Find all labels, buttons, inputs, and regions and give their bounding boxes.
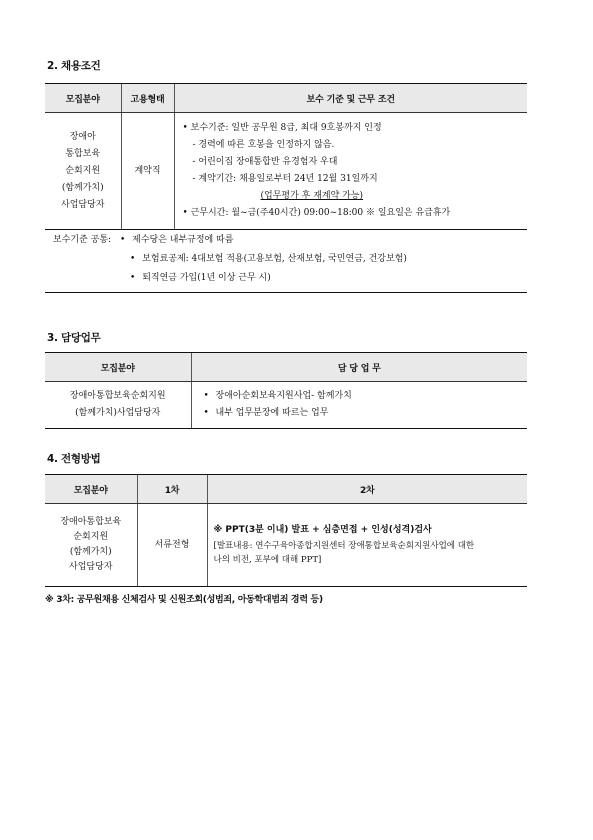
section-2-title: 2. 채용조건 (47, 60, 101, 72)
second-round-cell (207, 504, 527, 587)
pay-basis-item: 보험료공제: 4대보험 적용(고용보험, 산재보험, 국민연금, 건강보험) (142, 254, 407, 264)
field-line: 순회지원 (65, 165, 101, 176)
header-field: 모집분야 (45, 475, 137, 504)
pay-basis-row (45, 250, 527, 269)
condition-line: - 경력에 따른 호봉을 인정하지 않음. (192, 140, 335, 150)
table-row (45, 504, 527, 587)
field-line: (함께가치)사업담당자 (75, 408, 161, 418)
table-header-row (45, 475, 527, 504)
pay-basis-item: 퇴직연금 가입(1년 이상 근무 시) (142, 273, 271, 283)
field-line: (함께가치) (61, 182, 104, 193)
duties-cell (191, 382, 527, 429)
condition-line: - 계약기간: 채용일로부터 24년 12월 31일까지 (192, 174, 378, 184)
third-round-footnote: ※ 3차: 공무원채용 신체검사 및 신원조회(성범죄, 아동학대범죄 경력 등) (45, 595, 323, 605)
pay-basis-label: 보수기준 공통: (53, 235, 112, 245)
table-row (45, 113, 527, 230)
selection-method-table (45, 474, 527, 587)
field-cell (45, 504, 137, 587)
duties-list (216, 388, 527, 422)
field-cell (45, 382, 191, 429)
field-line: 장애아 (69, 131, 96, 142)
field-line: (함께가치) (69, 547, 112, 557)
pay-basis-row (45, 231, 527, 250)
header-second-round: 2차 (207, 475, 527, 504)
duty-item: • 장애아순회보육지원사업- 함께가치 (216, 388, 527, 405)
condition-line: • 근무시간: 월~금(주40시간) 09:00~18:00 ※ 일요일은 유급휴가 (182, 208, 451, 218)
header-field: 모집분야 (45, 84, 121, 113)
bullet-icon: • (130, 273, 136, 283)
second-round-detail: 나의 비전, 포부에 대해 PPT] (213, 555, 322, 565)
employment-conditions-table (45, 83, 527, 230)
bullet-icon: • (119, 235, 126, 245)
condition-line: - 어린이집 장애통합반 유경험자 우대 (192, 157, 338, 167)
field-cell (45, 113, 121, 230)
condition-line: (업무평가 후 재계약 가능) (260, 191, 364, 201)
header-conditions: 보수 기준 및 근무 조건 (174, 84, 527, 113)
header-field: 모집분야 (45, 353, 191, 382)
header-employment-type: 고용형태 (121, 84, 174, 113)
pay-basis-notes (45, 231, 527, 293)
table-header-row (45, 84, 527, 113)
second-round-title: ※ PPT(3분 이내) 발표 + 심층면접 + 인성(성격)검사 (213, 525, 432, 535)
first-round-cell: 서류전형 (137, 504, 207, 587)
pay-basis-row (45, 269, 527, 288)
duty-item: • 내부 업무분장에 따르는 업무 (216, 405, 527, 422)
employment-type-cell: 계약직 (121, 113, 174, 230)
second-round-detail: [발표내용: 연수구육아종합지원센터 장애통합보육순회지원사업에 대한 (213, 541, 475, 551)
conditions-cell (174, 113, 527, 230)
header-duties: 담 당 업 무 (191, 353, 527, 382)
field-line: 장애아통합보육 (60, 517, 122, 527)
bullet-icon: • (130, 254, 136, 264)
field-line: 사업담당자 (69, 562, 113, 572)
header-first-round: 1차 (137, 475, 207, 504)
pay-basis-item: 제수당은 내부규정에 따름 (132, 235, 234, 245)
table-header-row (45, 353, 527, 382)
duties-table (45, 352, 527, 429)
field-line: 사업담당자 (61, 199, 105, 210)
condition-line: • 보수기준: 일반 공무원 8급, 최대 9호봉까지 인정 (182, 123, 382, 133)
section-3-title: 3. 담당업무 (47, 332, 101, 344)
field-line: 장애아통합보육순회지원 (69, 391, 166, 401)
section-4-title: 4. 전형방법 (47, 453, 101, 465)
field-line: 순회지원 (73, 532, 109, 542)
field-line: 통합보육 (65, 148, 101, 159)
table-row (45, 382, 527, 429)
